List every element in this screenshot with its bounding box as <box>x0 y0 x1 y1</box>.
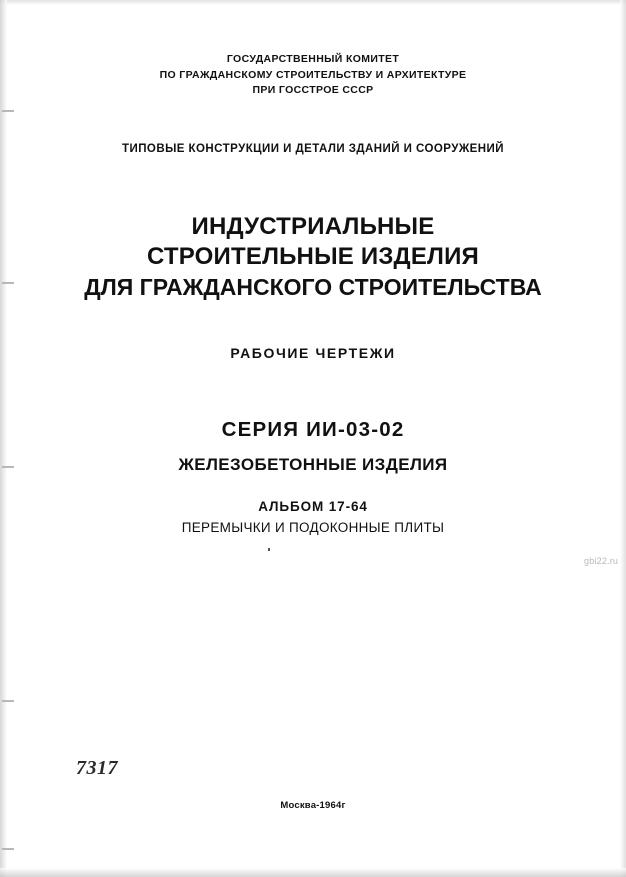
ink-dot-mark <box>268 548 270 551</box>
watermark-label: gbi22.ru <box>584 556 619 566</box>
issuing-authority-line-3: ПРИ ГОССТРОЕ СССР <box>252 84 374 96</box>
scan-edge-top <box>0 0 626 5</box>
page-title <box>0 212 626 302</box>
scan-tick-mark <box>2 848 14 850</box>
scan-edge-bottom <box>0 868 626 877</box>
scan-tick-mark <box>2 700 14 702</box>
city-year-imprint: Москва-1964г <box>280 800 346 811</box>
scan-tick-mark <box>2 110 14 112</box>
album-subtitle: ПЕРЕМЫЧКИ И ПОДОКОННЫЕ ПЛИТЫ <box>181 520 445 535</box>
page-title-line-2: СТРОИТЕЛЬНЫЕ ИЗДЕЛИЯ <box>147 243 479 270</box>
issuing-authority-line-2: ПО ГРАЖДАНСКОМУ СТРОИТЕЛЬСТВУ И АРХИТЕКТУРЕ <box>159 68 467 81</box>
album-number: АЛЬБОМ 17-64 <box>258 499 368 514</box>
document-subheading: ТИПОВЫЕ КОНСТРУКЦИИ И ДЕТАЛИ ЗДАНИЙ И СООРУЖЕНИЙ <box>122 143 504 155</box>
page-title-line-3: ДЛЯ ГРАЖДАНСКОГО СТРОИТЕЛЬСТВА <box>84 274 542 300</box>
series-number: СЕРИЯ ИИ-03-02 <box>221 418 405 441</box>
issuing-authority-line-1: ГОСУДАРСТВЕННЫЙ КОМИТЕТ <box>226 53 400 65</box>
series-subtitle: ЖЕЛЕЗОБЕТОННЫЕ ИЗДЕЛИЯ <box>178 455 448 474</box>
page-title-line-1: ИНДУСТРИАЛЬНЫЕ <box>191 213 435 240</box>
issuing-authority <box>0 52 626 99</box>
working-drawings-label: РАБОЧИЕ ЧЕРТЕЖИ <box>230 345 396 361</box>
archive-stamp-number: 7317 <box>76 757 118 779</box>
